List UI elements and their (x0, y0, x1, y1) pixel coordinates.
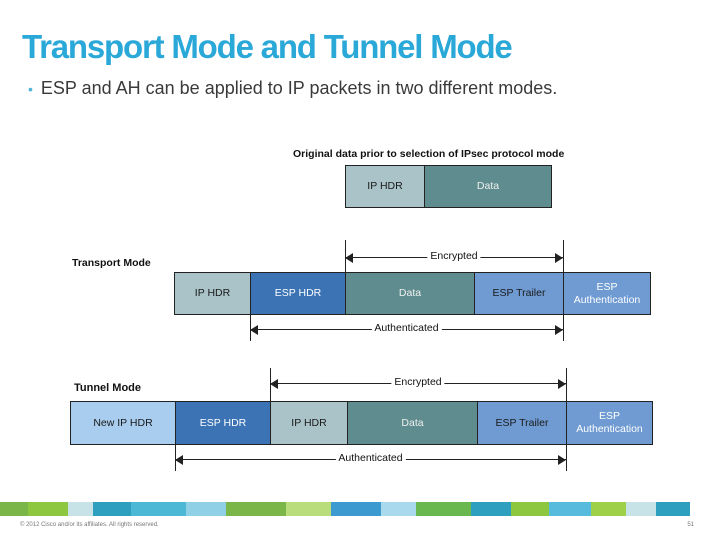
original-data-box: Data (424, 165, 552, 208)
tunnel-esp-auth-line2: Authentication (576, 423, 643, 435)
bullet-text: ESP and AH can be applied to IP packets in two different modes. (40, 78, 558, 98)
transport-encrypted-arrow (345, 249, 563, 267)
transport-encrypted-right-bound (563, 240, 564, 272)
tunnel-encrypted-label: Encrypted (391, 376, 444, 388)
arrow-left-icon (345, 253, 353, 263)
arrow-right-icon (555, 253, 563, 263)
original-ip-hdr-box: IP HDR (345, 165, 425, 208)
transport-esp-trailer-box: ESP Trailer (474, 272, 564, 315)
arrow-right-icon (558, 455, 566, 465)
transport-mode-label: Transport Mode (72, 257, 151, 269)
page-number: 51 (687, 522, 694, 528)
arrow-left-icon (270, 379, 278, 389)
tunnel-encrypted-arrow (270, 375, 566, 393)
footer-color-bar (0, 502, 720, 516)
transport-esp-auth-line1: ESP (596, 280, 618, 293)
tunnel-esp-auth-box (566, 401, 653, 445)
original-data-label: Original data prior to selection of IPsec protocol mode (293, 148, 565, 160)
transport-data-box: Data (345, 272, 475, 315)
transport-authenticated-arrow (250, 321, 563, 339)
transport-auth-right-bound (563, 315, 564, 341)
arrow-left-icon (175, 455, 183, 465)
tunnel-authenticated-label: Authenticated (335, 452, 405, 464)
tunnel-esp-trailer-box: ESP Trailer (477, 401, 567, 445)
transport-ip-hdr-box: IP HDR (174, 272, 251, 315)
tunnel-new-ip-hdr-box: New IP HDR (70, 401, 176, 445)
arrow-right-icon (558, 379, 566, 389)
tunnel-data-box: Data (347, 401, 478, 445)
tunnel-ip-hdr-box: IP HDR (270, 401, 348, 445)
tunnel-esp-hdr-box: ESP HDR (175, 401, 271, 445)
tunnel-mode-label: Tunnel Mode (74, 382, 142, 394)
slide-title: Transport Mode and Tunnel Mode (22, 28, 512, 65)
bullet-icon: • (28, 81, 33, 97)
arrow-right-icon (555, 325, 563, 335)
bullet-point (28, 78, 557, 99)
tunnel-authenticated-arrow (175, 451, 566, 469)
transport-encrypted-label: Encrypted (427, 250, 480, 262)
copyright-text: © 2012 Cisco and/or its affiliates. All rights reserved. (20, 522, 159, 528)
arrow-left-icon (250, 325, 258, 335)
tunnel-encrypted-right-bound (566, 368, 567, 401)
transport-authenticated-label: Authenticated (371, 322, 441, 334)
tunnel-auth-right-bound (566, 445, 567, 471)
transport-esp-auth-line2: Authentication (573, 293, 641, 306)
transport-esp-auth-box (563, 272, 651, 315)
transport-esp-hdr-box: ESP HDR (250, 272, 346, 315)
tunnel-esp-auth-line1: ESP (598, 410, 620, 422)
